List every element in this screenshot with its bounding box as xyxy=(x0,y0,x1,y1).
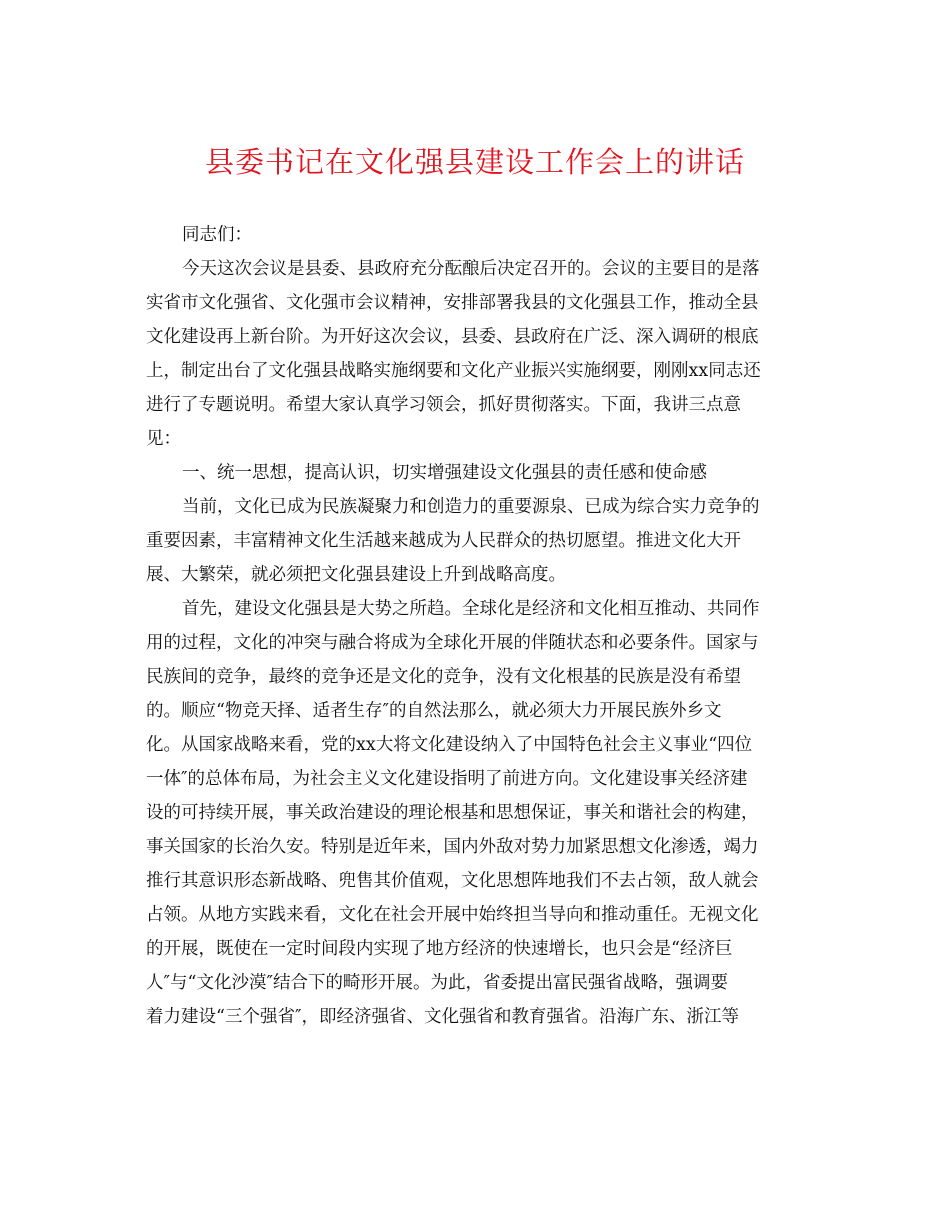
body-line: 推行其意识形态新战略、兜售其价值观，文化思想阵地我们不去占领，敌人就会 xyxy=(146,871,759,891)
body-line: 化。从国家战略来看，党的xx大将文化建设纳入了中国特色社会主义事业“四位 xyxy=(146,735,753,755)
body-line: 展、大繁荣，就必须把文化强县建设上升到战略高度。 xyxy=(146,565,566,585)
body-line: 一、统一思想，提高认识，切实增强建设文化强县的责任感和使命感 xyxy=(182,463,707,483)
body-line: 人″与“文化沙漠″结合下的畸形开展。为此，省委提出富民强省战略，强调要 xyxy=(146,973,729,993)
body-line: 民族间的竞争，最终的竞争还是文化的竞争，没有文化根基的民族是没有希望 xyxy=(146,667,741,687)
body-line: 文化建设再上新台阶。为开好这次会议，县委、县政府在广泛、深入调研的根底 xyxy=(146,327,759,347)
body-line: 同志们： xyxy=(182,225,252,245)
body-line: 见： xyxy=(146,429,181,449)
body-line: 进行了专题说明。希望大家认真学习领会，抓好贯彻落实。下面，我讲三点意 xyxy=(146,395,741,415)
body-line: 首先，建设文化强县是大势之所趋。全球化是经济和文化相互推动、共同作 xyxy=(182,599,760,619)
body-line: 事关国家的长治久安。特别是近年来，国内外敌对势力加紧思想文化渗透，竭力 xyxy=(146,837,759,857)
body-line: 一体″的总体布局，为社会主义文化建设指明了前进方向。文化建设事关经济建 xyxy=(146,769,748,789)
body-line: 重要因素，丰富精神文化生活越来越成为人民群众的热切愿望。推进文化大开 xyxy=(146,531,741,551)
document-title: 县委书记在文化强县建设工作会上的讲话 xyxy=(204,145,745,179)
body-line: 今天这次会议是县委、县政府充分酝酿后决定召开的。会议的主要目的是落 xyxy=(182,259,760,279)
body-line: 用的过程，文化的冲突与融合将成为全球化开展的伴随状态和必要条件。国家与 xyxy=(146,633,759,653)
body-line: 当前，文化已成为民族凝聚力和创造力的重要源泉、已成为综合实力竞争的 xyxy=(182,497,760,517)
body-line: 上，制定出台了文化强县战略实施纲要和文化产业振兴实施纲要，刚刚xx同志还 xyxy=(146,361,761,381)
body-line: 实省市文化强省、文化强市会议精神，安排部署我县的文化强县工作，推动全县 xyxy=(146,293,759,313)
body-line: 的。顺应“物竞天择、适者生存″的自然法那么，就必须大力开展民族外乡文 xyxy=(146,701,722,721)
body-line: 设的可持续开展，事关政治建设的理论根基和思想保证，事关和谐社会的构建， xyxy=(146,803,759,823)
body-line: 占领。从地方实践来看，文化在社会开展中始终担当导向和推动重任。无视文化 xyxy=(146,905,759,925)
body-line: 的开展，既使在一定时间段内实现了地方经济的快速增长，也只会是“经济巨 xyxy=(146,939,733,959)
document-body xyxy=(146,218,806,1034)
body-line: 着力建设“三个强省″，即经济强省、文化强省和教育强省。沿海广东、浙江等 xyxy=(146,1007,739,1027)
